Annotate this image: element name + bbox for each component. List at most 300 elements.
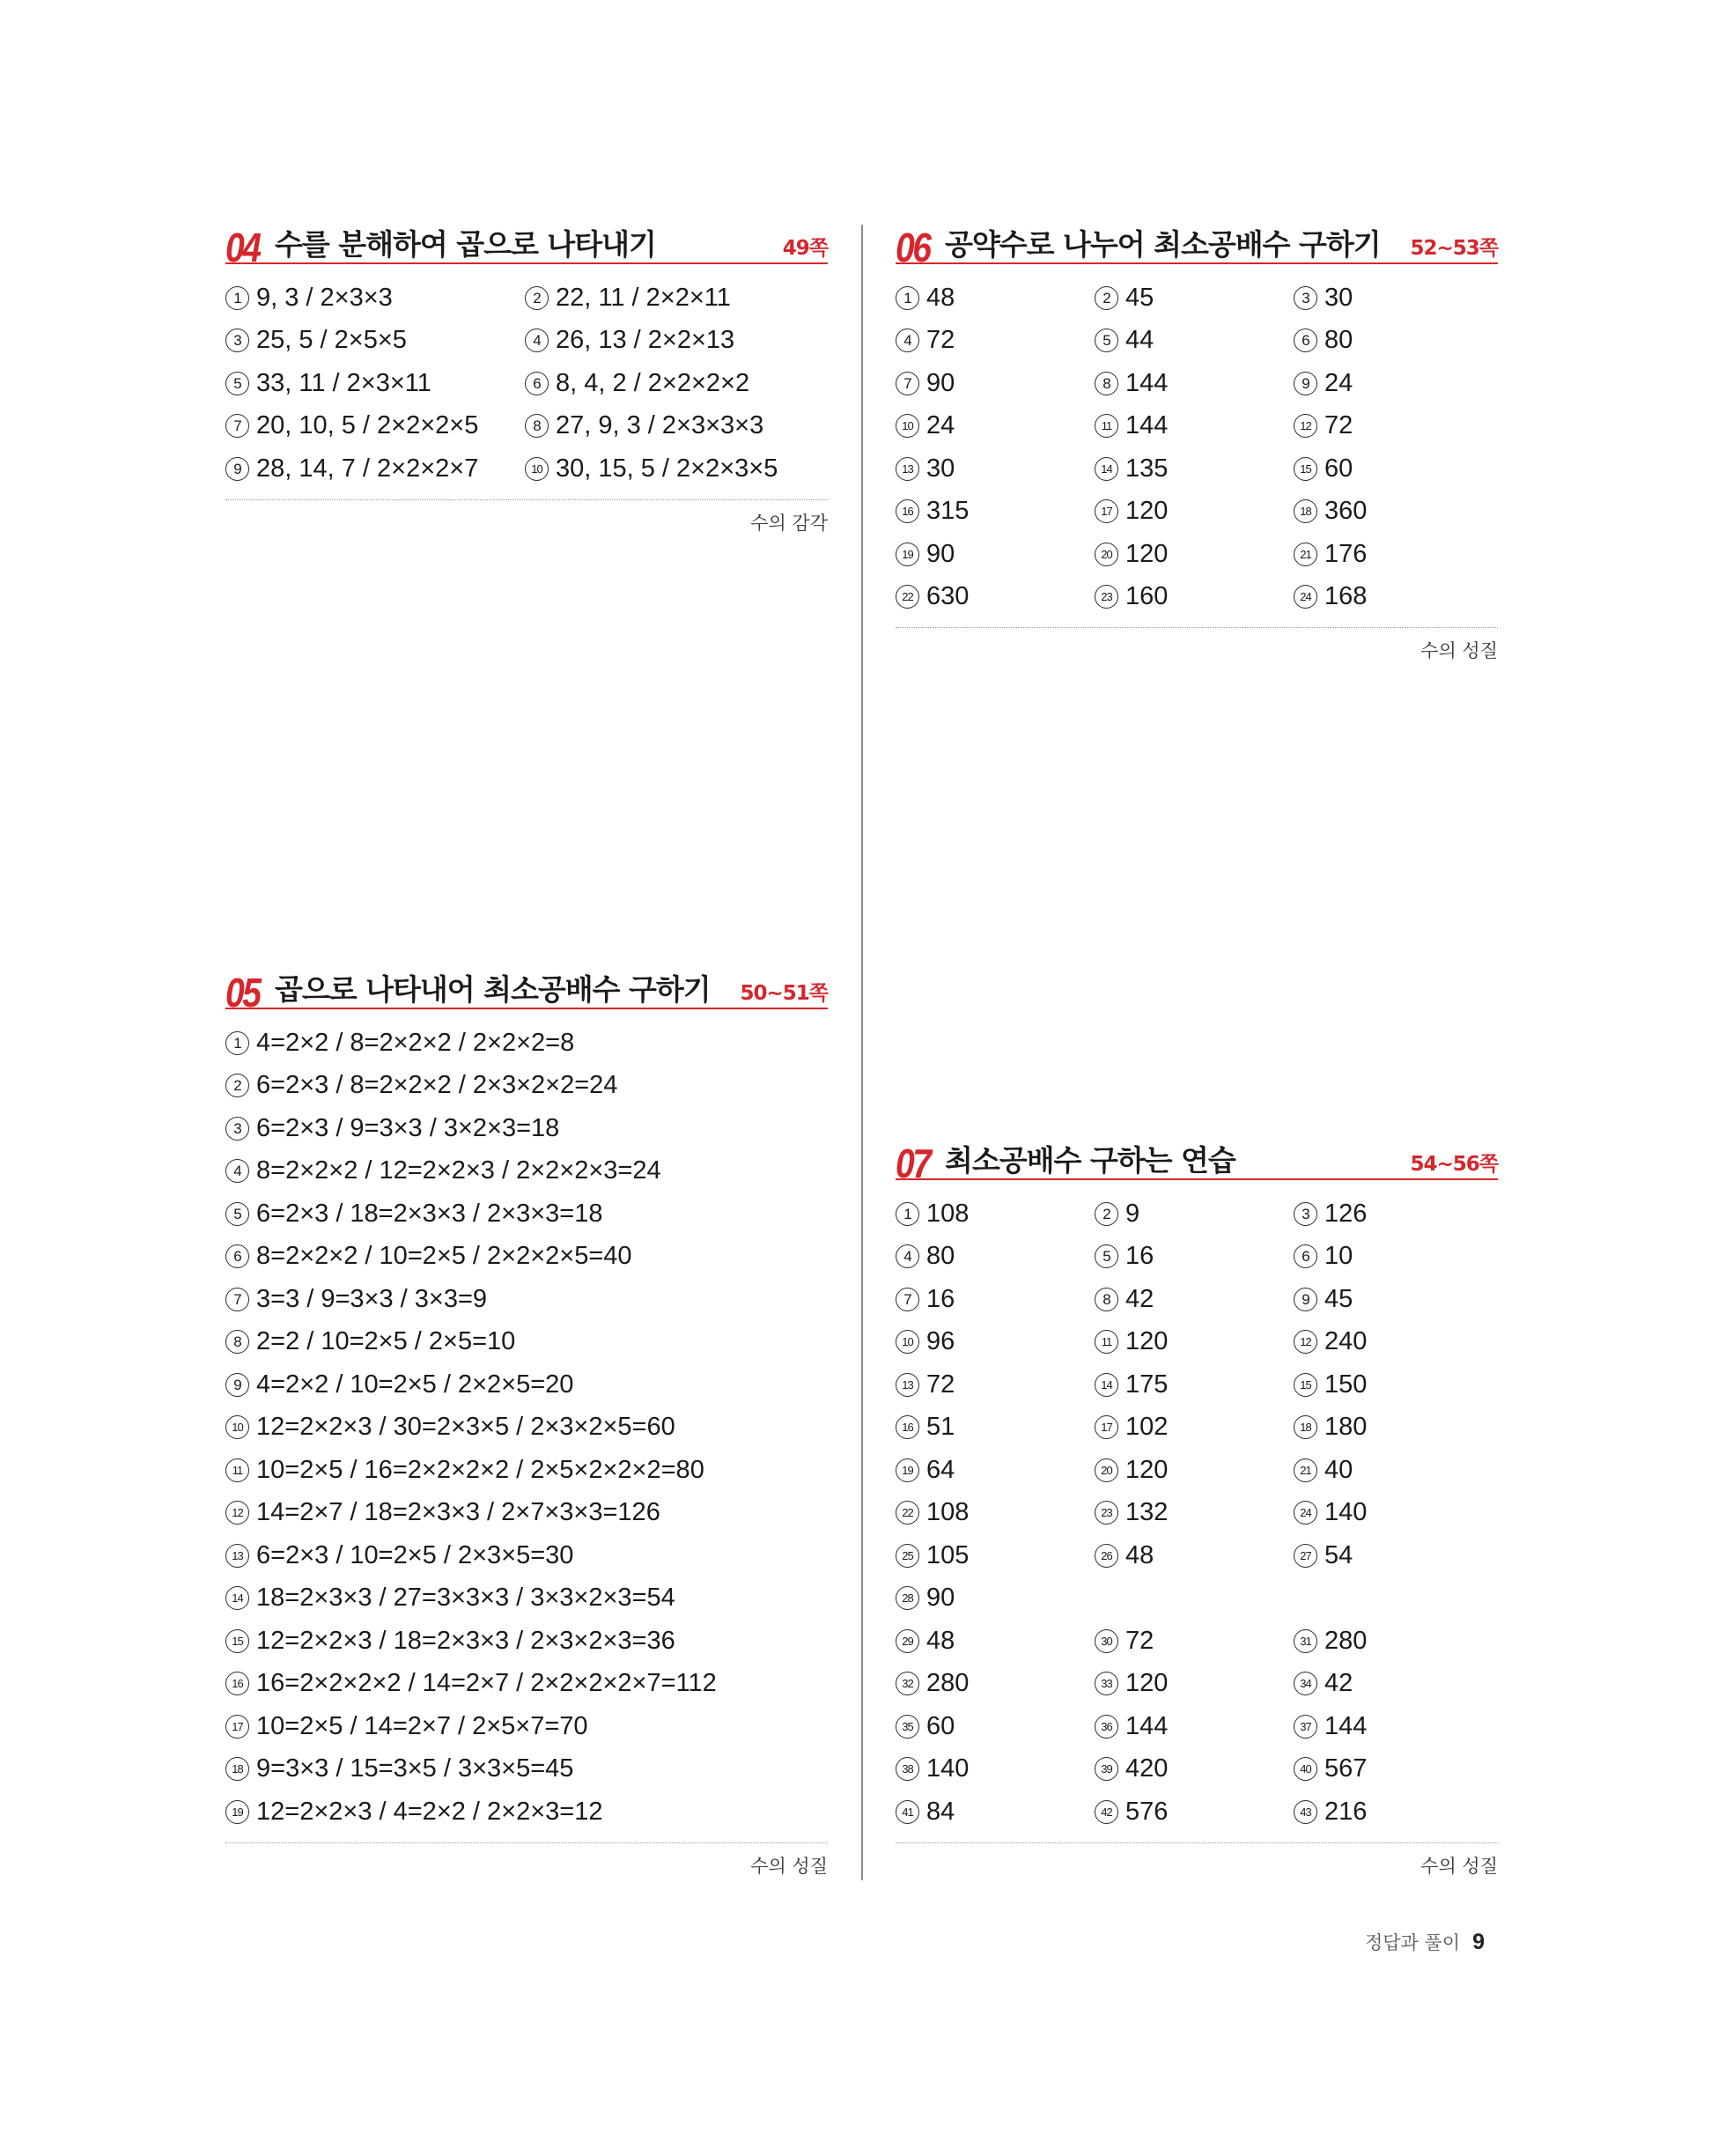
answer-row <box>896 533 1498 576</box>
section-category: 수의 감각 <box>750 512 828 534</box>
answer-row <box>896 277 1498 320</box>
answer-value: 315 <box>926 497 970 526</box>
answer-value: 16 <box>926 1284 955 1313</box>
section-04 <box>225 220 828 535</box>
answer-row <box>896 1620 1498 1663</box>
answer-item <box>1095 1754 1294 1783</box>
answer-number: 1 <box>896 286 919 310</box>
answer-number: 6 <box>525 372 549 395</box>
answer-item <box>225 1584 828 1613</box>
answer-value: 24 <box>926 411 955 440</box>
answer-value: 120 <box>1125 539 1169 568</box>
answer-value: 12=2×2×3 / 18=2×3×3 / 2×3×2×3=36 <box>256 1626 675 1655</box>
answer-number: 7 <box>225 1288 249 1311</box>
answer-row <box>896 576 1498 619</box>
answer-row <box>225 1065 828 1108</box>
answer-number: 21 <box>1294 1458 1317 1482</box>
section-07 <box>896 1136 1498 1878</box>
answer-item <box>1294 454 1493 484</box>
answer-number: 37 <box>1294 1715 1317 1739</box>
answer-item <box>1095 454 1294 484</box>
answer-item <box>896 1541 1095 1570</box>
answer-value: 12=2×2×3 / 30=2×3×5 / 2×3×2×5=60 <box>256 1413 675 1442</box>
answer-value: 4=2×2 / 8=2×2×2 / 2×2×2=8 <box>256 1028 575 1057</box>
answer-row <box>896 405 1498 448</box>
answer-row <box>225 1620 828 1663</box>
answer-item <box>225 1498 828 1527</box>
answer-value: 90 <box>926 539 955 568</box>
answer-number: 7 <box>225 414 249 438</box>
answer-item <box>1294 1712 1493 1741</box>
answer-item <box>225 1456 828 1485</box>
answer-number: 18 <box>225 1757 249 1781</box>
answer-value: 44 <box>1125 326 1154 355</box>
answer-item <box>225 1029 828 1058</box>
answer-item <box>225 454 525 484</box>
answer-item <box>1095 1669 1294 1698</box>
answer-number: 30 <box>1095 1629 1118 1653</box>
answer-value: 3=3 / 9=3×3 / 3×3=9 <box>256 1284 488 1313</box>
answer-item <box>1294 1285 1493 1314</box>
answer-item <box>896 1370 1095 1399</box>
answer-grid <box>896 1192 1498 1834</box>
answer-item <box>1095 1242 1294 1271</box>
answer-item <box>225 326 525 355</box>
answer-number: 14 <box>225 1586 249 1610</box>
answer-number: 13 <box>225 1544 249 1568</box>
section-page-range: 52~53쪽 <box>1410 237 1498 260</box>
section-title: 최소공배수 구하는 연습 <box>945 1143 1235 1178</box>
answer-row <box>225 1791 828 1834</box>
answer-item <box>225 1754 828 1783</box>
answer-value: 9 <box>1125 1199 1140 1228</box>
answer-number: 19 <box>896 543 919 566</box>
answer-item <box>1294 540 1493 569</box>
answer-row <box>896 1577 1498 1621</box>
answer-item <box>896 1712 1095 1741</box>
answer-number: 35 <box>896 1715 919 1739</box>
answer-item <box>896 1242 1095 1271</box>
answer-item <box>225 411 525 440</box>
answer-item <box>896 454 1095 484</box>
answer-value: 108 <box>926 1498 970 1527</box>
answer-row <box>225 362 828 405</box>
answer-value: 240 <box>1324 1327 1368 1356</box>
answer-row <box>225 1577 828 1621</box>
answer-item <box>896 1413 1095 1442</box>
answer-item <box>1095 1285 1294 1314</box>
answer-value: 150 <box>1324 1370 1368 1399</box>
answer-number: 4 <box>896 329 919 352</box>
answer-number: 5 <box>225 372 249 395</box>
answer-number: 12 <box>225 1501 249 1525</box>
answer-number: 19 <box>225 1800 249 1824</box>
answer-item <box>525 284 824 313</box>
answer-value: 72 <box>926 326 955 355</box>
section-header <box>225 965 828 1015</box>
answer-item <box>1294 497 1493 526</box>
answer-number: 24 <box>1294 585 1317 609</box>
answer-number: 17 <box>1095 1415 1118 1439</box>
answer-row <box>896 1278 1498 1321</box>
answer-item <box>1095 1200 1294 1229</box>
answer-value: 168 <box>1324 582 1368 611</box>
answer-number: 2 <box>1095 286 1118 310</box>
answer-value: 132 <box>1125 1498 1169 1527</box>
answer-item <box>1294 582 1493 611</box>
section-footer <box>225 1842 828 1878</box>
answer-number: 5 <box>1095 1244 1118 1268</box>
answer-number: 16 <box>225 1672 249 1695</box>
answer-value: 90 <box>926 368 955 397</box>
answer-row <box>896 1534 1498 1577</box>
answer-grid <box>225 277 828 491</box>
answer-number: 17 <box>1095 499 1118 523</box>
answer-row <box>225 1534 828 1577</box>
answer-item <box>1095 284 1294 313</box>
answer-value: 80 <box>1324 326 1353 355</box>
answer-item <box>896 1285 1095 1314</box>
answer-value: 48 <box>926 283 955 312</box>
answer-value: 160 <box>1125 582 1169 611</box>
answer-item <box>1095 582 1294 611</box>
answer-number: 6 <box>1294 1244 1317 1268</box>
answer-item <box>1294 1456 1493 1485</box>
answer-number: 18 <box>1294 499 1317 523</box>
section-category: 수의 성질 <box>1420 640 1498 661</box>
answer-item <box>896 1669 1095 1698</box>
answer-item <box>1095 1712 1294 1741</box>
answer-item <box>896 1200 1095 1229</box>
answer-row <box>896 1791 1498 1834</box>
answer-number: 16 <box>896 1415 919 1439</box>
answer-number: 12 <box>1294 1330 1317 1354</box>
section-page-range: 50~51쪽 <box>740 982 828 1005</box>
answer-item <box>1294 1798 1493 1827</box>
answer-number: 11 <box>225 1458 249 1482</box>
answer-value: 126 <box>1324 1199 1368 1228</box>
answer-number: 10 <box>525 457 549 481</box>
answer-item <box>1095 1798 1294 1827</box>
answer-value: 30 <box>1324 283 1353 312</box>
answer-row <box>896 1748 1498 1791</box>
answer-item <box>1095 411 1294 440</box>
answer-value: 45 <box>1324 1284 1353 1313</box>
answer-value: 144 <box>1125 1711 1169 1740</box>
answer-value: 280 <box>926 1669 970 1698</box>
answer-number: 26 <box>1095 1544 1118 1568</box>
answer-number: 43 <box>1294 1800 1317 1824</box>
answer-value: 72 <box>926 1370 955 1399</box>
answer-row <box>225 1449 828 1492</box>
answer-number: 9 <box>1294 372 1317 395</box>
answer-value: 576 <box>1125 1797 1169 1826</box>
section-header <box>896 220 1498 270</box>
answer-number: 23 <box>1095 1501 1118 1525</box>
answer-item <box>1095 326 1294 355</box>
answer-number: 9 <box>1294 1288 1317 1311</box>
answer-value: 84 <box>926 1797 955 1826</box>
answer-value: 144 <box>1125 411 1169 440</box>
section-05 <box>225 965 828 1878</box>
answer-value: 42 <box>1324 1669 1353 1698</box>
answer-number: 38 <box>896 1757 919 1781</box>
page-footer-label: 정답과 풀이 <box>1364 1932 1461 1953</box>
section-page-range: 49쪽 <box>782 237 828 260</box>
answer-value: 8, 4, 2 / 2×2×2×2 <box>556 368 750 397</box>
answer-value: 175 <box>1125 1370 1169 1399</box>
answer-number: 36 <box>1095 1715 1118 1739</box>
answer-value: 9, 3 / 2×3×3 <box>256 283 393 312</box>
answer-item <box>225 1114 828 1143</box>
answer-value: 60 <box>926 1711 955 1740</box>
answer-value: 14=2×7 / 18=2×3×3 / 2×7×3×3=126 <box>256 1498 660 1527</box>
answer-item <box>1294 1498 1493 1527</box>
answer-number: 12 <box>1294 414 1317 438</box>
answer-value: 140 <box>926 1754 970 1783</box>
answer-item <box>1294 1200 1493 1229</box>
answer-item <box>525 369 824 398</box>
answer-item <box>225 1327 828 1356</box>
section-category: 수의 성질 <box>1420 1855 1498 1877</box>
section-number: 04 <box>225 225 260 270</box>
answer-item <box>225 1413 828 1442</box>
answer-item <box>225 1798 828 1827</box>
answer-value: 6=2×3 / 18=2×3×3 / 2×3×3=18 <box>256 1199 603 1228</box>
answer-item <box>1294 369 1493 398</box>
section-number: 07 <box>896 1141 930 1186</box>
answer-number: 13 <box>896 457 919 481</box>
answer-value: 108 <box>926 1199 970 1228</box>
answer-number: 17 <box>225 1715 249 1739</box>
answer-item <box>225 1285 828 1314</box>
answer-row <box>225 1321 828 1364</box>
answer-item <box>896 284 1095 313</box>
answer-value: 120 <box>1125 1669 1169 1698</box>
answer-number: 3 <box>1294 1202 1317 1226</box>
answer-item <box>525 326 824 355</box>
answer-row <box>225 1107 828 1150</box>
answer-number: 14 <box>1095 457 1118 481</box>
answer-value: 30 <box>926 454 955 483</box>
answer-number: 13 <box>896 1373 919 1397</box>
answer-value: 216 <box>1324 1797 1368 1826</box>
answer-item <box>1294 284 1493 313</box>
answer-number: 28 <box>896 1586 919 1610</box>
answer-item <box>1294 1370 1493 1399</box>
section-category: 수의 성질 <box>750 1855 828 1877</box>
answer-item <box>525 454 824 484</box>
answer-value: 90 <box>926 1584 955 1613</box>
answer-value: 80 <box>926 1242 955 1271</box>
answer-item <box>225 369 525 398</box>
answer-row <box>896 362 1498 405</box>
answer-value: 18=2×3×3 / 27=3×3×3 / 3×3×2×3=54 <box>256 1584 675 1613</box>
section-06 <box>896 220 1498 662</box>
answer-grid <box>896 277 1498 618</box>
answer-item <box>1294 1413 1493 1442</box>
answer-number: 1 <box>225 286 249 310</box>
answer-item <box>896 582 1095 611</box>
answer-item <box>1095 1498 1294 1527</box>
section-title: 곱으로 나타내어 최소공배수 구하기 <box>275 972 711 1007</box>
answer-number: 27 <box>1294 1544 1317 1568</box>
answer-value: 280 <box>1324 1626 1368 1655</box>
answer-value: 4=2×2 / 10=2×5 / 2×2×5=20 <box>256 1370 574 1399</box>
answer-value: 26, 13 / 2×2×13 <box>556 326 735 355</box>
answer-row <box>896 1321 1498 1364</box>
answer-row <box>225 1363 828 1407</box>
answer-item <box>1294 1242 1493 1271</box>
answer-number: 6 <box>225 1244 249 1268</box>
answer-value: 630 <box>926 582 970 611</box>
answer-number: 3 <box>225 329 249 352</box>
answer-row <box>896 447 1498 491</box>
answer-number: 10 <box>896 414 919 438</box>
answer-row <box>896 491 1498 534</box>
answer-value: 420 <box>1125 1754 1169 1783</box>
answer-number: 31 <box>1294 1629 1317 1653</box>
answer-number: 8 <box>225 1330 249 1354</box>
answer-item <box>896 497 1095 526</box>
answer-item <box>225 1712 828 1741</box>
answer-row <box>225 1663 828 1706</box>
answer-row <box>896 1236 1498 1279</box>
answer-item <box>1095 1370 1294 1399</box>
answer-number: 2 <box>225 1074 249 1097</box>
answer-item <box>525 411 824 440</box>
answer-row <box>225 1705 828 1748</box>
answer-value: 105 <box>926 1540 970 1569</box>
answer-item <box>1294 1541 1493 1570</box>
answer-number: 8 <box>1095 372 1118 395</box>
answer-value: 25, 5 / 2×5×5 <box>256 326 407 355</box>
answer-value: 40 <box>1324 1455 1353 1484</box>
answer-item <box>1095 540 1294 569</box>
section-header <box>896 1136 1498 1186</box>
answer-value: 33, 11 / 2×3×11 <box>256 368 431 397</box>
answer-number: 10 <box>225 1415 249 1439</box>
answer-item <box>896 1498 1095 1527</box>
answer-value: 144 <box>1324 1711 1368 1740</box>
answer-value: 2=2 / 10=2×5 / 2×5=10 <box>256 1327 516 1356</box>
answer-value: 64 <box>926 1455 955 1484</box>
section-title: 공약수로 나누어 최소공배수 구하기 <box>945 227 1381 262</box>
answer-item <box>225 1541 828 1570</box>
answer-item <box>1095 1456 1294 1485</box>
answer-value: 9=3×3 / 15=3×5 / 3×3×5=45 <box>256 1754 574 1783</box>
answer-value: 96 <box>926 1327 955 1356</box>
answer-number: 1 <box>896 1202 919 1226</box>
answer-number: 3 <box>225 1117 249 1141</box>
answer-number: 33 <box>1095 1672 1118 1695</box>
answer-number: 15 <box>1294 457 1317 481</box>
answer-number: 21 <box>1294 543 1317 566</box>
answer-number: 15 <box>1294 1373 1317 1397</box>
answer-item <box>896 1627 1095 1656</box>
answer-item <box>225 284 525 313</box>
answer-number: 3 <box>1294 286 1317 310</box>
answer-row <box>896 320 1498 363</box>
section-number: 06 <box>896 225 930 270</box>
answer-value: 102 <box>1125 1413 1169 1442</box>
answer-number: 15 <box>225 1629 249 1653</box>
answer-number: 22 <box>896 1501 919 1525</box>
answer-list <box>225 1022 828 1834</box>
answer-number: 22 <box>896 585 919 609</box>
answer-value: 12=2×2×3 / 4=2×2 / 2×2×3=12 <box>256 1797 603 1826</box>
answer-item <box>225 1156 828 1185</box>
answer-number: 2 <box>525 286 549 310</box>
answer-row <box>225 1278 828 1321</box>
answer-value: 6=2×3 / 10=2×5 / 2×3×5=30 <box>256 1540 574 1569</box>
answer-item <box>896 369 1095 398</box>
answer-row <box>896 1449 1498 1492</box>
answer-value: 54 <box>1324 1540 1353 1569</box>
answer-value: 135 <box>1125 454 1169 483</box>
answer-number: 18 <box>1294 1415 1317 1439</box>
answer-item <box>1294 1627 1493 1656</box>
answer-number: 9 <box>225 1373 249 1397</box>
page-number: 9 <box>1472 1930 1485 1954</box>
answer-item <box>225 1071 828 1100</box>
answer-item <box>896 1798 1095 1827</box>
answer-number: 10 <box>896 1330 919 1354</box>
answer-number: 29 <box>896 1629 919 1653</box>
answer-row <box>225 320 828 363</box>
answer-value: 180 <box>1324 1413 1368 1442</box>
answer-value: 120 <box>1125 1327 1169 1356</box>
section-footer <box>896 1842 1498 1878</box>
answer-row <box>896 1705 1498 1748</box>
answer-item <box>1095 1327 1294 1356</box>
answer-value: 8=2×2×2 / 10=2×5 / 2×2×2×5=40 <box>256 1242 632 1271</box>
answer-number: 19 <box>896 1458 919 1482</box>
answer-row <box>896 1407 1498 1450</box>
answer-value: 10 <box>1324 1242 1353 1271</box>
answer-value: 22, 11 / 2×2×11 <box>556 283 731 312</box>
answer-value: 48 <box>926 1626 955 1655</box>
answer-value: 6=2×3 / 8=2×2×2 / 2×3×2×2=24 <box>256 1071 618 1100</box>
answer-item <box>225 1242 828 1271</box>
answer-number: 2 <box>1095 1202 1118 1226</box>
answer-number: 42 <box>1095 1800 1118 1824</box>
answer-number: 23 <box>1095 585 1118 609</box>
answer-value: 51 <box>926 1413 955 1442</box>
answer-item <box>1294 326 1493 355</box>
section-footer <box>896 627 1498 662</box>
answer-item <box>896 540 1095 569</box>
answer-value: 72 <box>1324 411 1353 440</box>
answer-row <box>225 405 828 448</box>
answer-value: 24 <box>1324 368 1353 397</box>
answer-row <box>225 1192 828 1236</box>
answer-number: 32 <box>896 1672 919 1695</box>
answer-row <box>225 1022 828 1065</box>
answer-value: 20, 10, 5 / 2×2×2×5 <box>256 411 479 440</box>
answer-row <box>225 1748 828 1791</box>
answer-value: 72 <box>1125 1626 1154 1655</box>
answer-row <box>225 1492 828 1535</box>
answer-row <box>896 1363 1498 1407</box>
answer-item <box>896 1754 1095 1783</box>
answer-item <box>896 1456 1095 1485</box>
answer-number: 20 <box>1095 543 1118 566</box>
column-divider <box>861 225 863 1880</box>
answer-item <box>225 1627 828 1656</box>
answer-number: 9 <box>225 457 249 481</box>
answer-value: 30, 15, 5 / 2×2×3×5 <box>556 454 778 483</box>
